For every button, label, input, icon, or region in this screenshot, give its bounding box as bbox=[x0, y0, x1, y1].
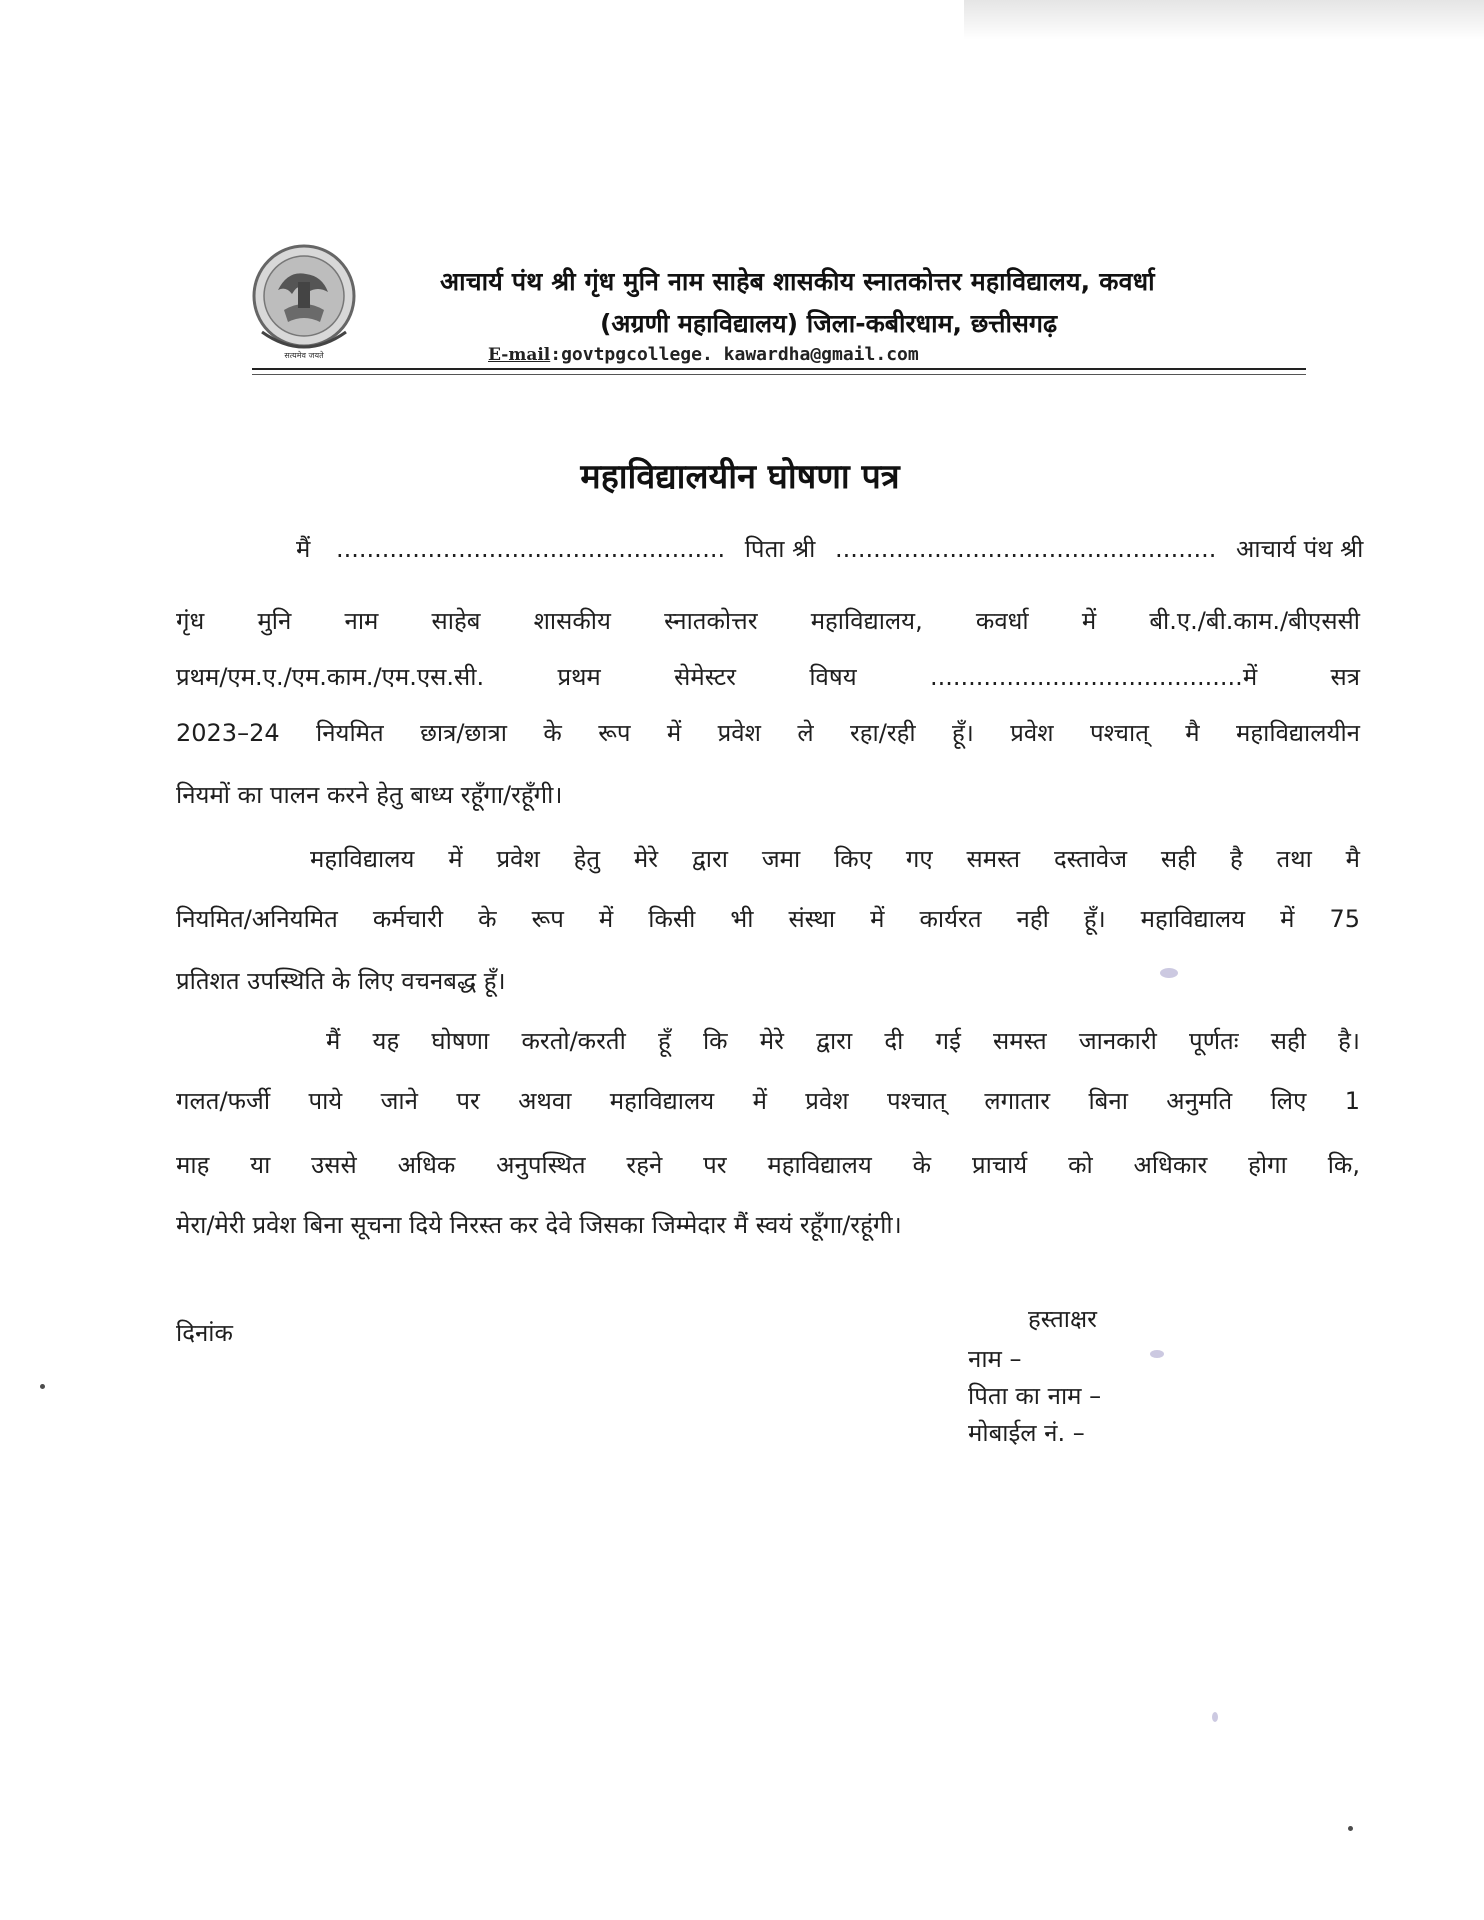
body-line-1: मैं ................................................... पिता श्री .................................................. आचार्य पंथ श्री bbox=[296, 535, 1364, 563]
document-title: महाविद्यालयीन घोषणा पत्र bbox=[580, 457, 900, 497]
scan-speck bbox=[1160, 968, 1178, 978]
body-line-4: 2023–24 नियमित छात्र/छात्रा के रूप में प्रवेश ले रहा/रही हूँ। प्रवेश पश्चात् मै महाविद्यालयीन bbox=[176, 719, 1360, 747]
name-label: नाम – bbox=[968, 1345, 1022, 1373]
college-name: आचार्य पंथ श्री गृंध मुनि नाम साहेब शासकीय स्नातकोत्तर महाविद्यालय, कवर्धा bbox=[440, 267, 1155, 296]
signature-block bbox=[968, 1302, 1101, 1453]
college-emblem-icon bbox=[248, 240, 360, 368]
header-divider bbox=[252, 368, 1306, 370]
date-label: दिनांक bbox=[176, 1319, 233, 1347]
body-line-9: मैं यह घोषणा करतो/करती हूँ कि मेरे द्वारा दी गई समस्त जानकारी पूर्णतः सही है। bbox=[326, 1027, 1360, 1055]
email-value: :govtpgcollege. kawardha@gmail.com bbox=[550, 344, 919, 365]
scan-speck bbox=[1150, 1350, 1164, 1358]
father-name-label: पिता का नाम – bbox=[968, 1382, 1102, 1410]
header-divider-thin bbox=[252, 374, 1306, 375]
body-line-10: गलत/फर्जी पाये जाने पर अथवा महाविद्यालय में प्रवेश पश्चात् लगातार बिना अनुमति लिए 1 bbox=[176, 1087, 1360, 1115]
body-line-3: प्रथम/एम.ए./एम.काम./एम.एस.सी. प्रथम सेमेस्टर विषय .........................................में सत्र bbox=[176, 663, 1360, 691]
father-name-blank: .................................................. bbox=[834, 535, 1217, 563]
name-blank: ................................................... bbox=[336, 535, 726, 563]
logo-motto: सत्यमेव जयते bbox=[284, 351, 324, 360]
signature-label: हस्ताक्षर bbox=[1028, 1305, 1097, 1333]
body-line-12: मेरा/मेरी प्रवेश बिना सूचना दिये निरस्त कर देवे जिसका जिम्मेदार मैं स्वयं रहूँगा/रहूंगी। bbox=[176, 1211, 902, 1239]
body-line-5: नियमों का पालन करने हेतु बाध्य रहूँगा/रहूँगी। bbox=[176, 781, 563, 809]
email-label: E-mail bbox=[488, 345, 551, 365]
body-line-7: नियमित/अनियमित कर्मचारी के रूप में किसी भी संस्था में कार्यरत नही हूँ। महाविद्यालय में 75 bbox=[176, 905, 1360, 933]
body-line-6: महाविद्यालय में प्रवेश हेतु मेरे द्वारा जमा किए गए समस्त दस्तावेज सही है तथा मै bbox=[310, 845, 1360, 873]
body-line-8: प्रतिशत उपस्थिति के लिए वचनबद्ध हूँ। bbox=[176, 967, 506, 995]
scan-speck bbox=[40, 1384, 45, 1389]
scan-shadow bbox=[964, 0, 1484, 40]
college-address: (अग्रणी महाविद्यालय) जिला-कबीरधाम, छत्तीसगढ़ bbox=[600, 309, 1058, 338]
mobile-label: मोबाईल नं. – bbox=[968, 1419, 1085, 1447]
email-line bbox=[488, 344, 919, 365]
scan-speck bbox=[1212, 1712, 1218, 1722]
body-line-11: माह या उससे अधिक अनुपस्थित रहने पर महाविद्यालय के प्राचार्य को अधिकार होगा कि, bbox=[176, 1151, 1360, 1179]
scan-speck bbox=[1348, 1826, 1353, 1831]
body-line-2: गृंध मुनि नाम साहेब शासकीय स्नातकोत्तर महाविद्यालय, कवर्धा में बी.ए./बी.काम./बीएससी bbox=[176, 607, 1360, 635]
